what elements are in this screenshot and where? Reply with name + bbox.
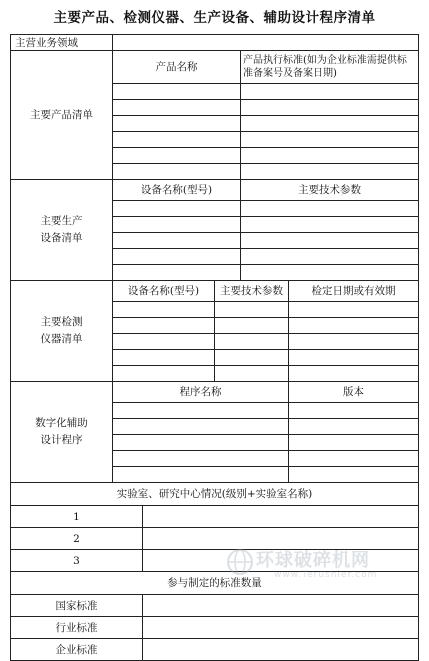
equipment-col-params: 主要技术参数 bbox=[241, 180, 419, 201]
equipment-name-cell[interactable] bbox=[113, 249, 241, 265]
instrument-params-cell[interactable] bbox=[215, 366, 289, 382]
equipment-name-cell[interactable] bbox=[113, 233, 241, 249]
software-name-cell[interactable] bbox=[113, 435, 289, 451]
labs-header: 实验室、研究中心情况(级别+实验室名称) bbox=[11, 483, 419, 506]
product-name-cell[interactable] bbox=[113, 164, 241, 180]
instrument-date-cell[interactable] bbox=[289, 318, 419, 334]
software-version-cell[interactable] bbox=[289, 403, 419, 419]
equipment-header-row bbox=[11, 180, 419, 201]
instruments-col-params: 主要技术参数 bbox=[215, 281, 289, 302]
equipment-label-line2: 设备清单 bbox=[40, 232, 83, 244]
main-business-label: 主营业务领域 bbox=[11, 35, 113, 51]
standard-type-industry: 行业标准 bbox=[11, 617, 143, 639]
standard-row bbox=[11, 595, 419, 617]
products-col-standard: 产品执行标准(如为企业标准需提供标准备案号及备案日期) bbox=[241, 51, 419, 84]
software-header-row bbox=[11, 382, 419, 403]
product-standard-cell[interactable] bbox=[241, 116, 419, 132]
lab-name-cell[interactable] bbox=[143, 506, 419, 528]
standard-row bbox=[11, 639, 419, 661]
equipment-params-cell[interactable] bbox=[241, 201, 419, 217]
product-standard-cell[interactable] bbox=[241, 148, 419, 164]
software-name-cell[interactable] bbox=[113, 467, 289, 483]
equipment-label-line1: 主要生产 bbox=[40, 215, 83, 227]
product-standard-cell[interactable] bbox=[241, 100, 419, 116]
instrument-name-cell[interactable] bbox=[113, 318, 215, 334]
globe-logo-icon bbox=[226, 548, 254, 576]
product-standard-cell[interactable] bbox=[241, 132, 419, 148]
equipment-params-cell[interactable] bbox=[241, 233, 419, 249]
product-name-cell[interactable] bbox=[113, 116, 241, 132]
instruments-label-line1: 主要检测 bbox=[40, 316, 83, 328]
software-name-cell[interactable] bbox=[113, 419, 289, 435]
main-business-field[interactable] bbox=[113, 35, 419, 51]
equipment-params-cell[interactable] bbox=[241, 265, 419, 281]
document-title: 主要产品、检测仪器、生产设备、辅助设计程序清单 bbox=[53, 10, 376, 26]
instrument-name-cell[interactable] bbox=[113, 350, 215, 366]
lab-row-number: 1 bbox=[11, 506, 143, 528]
instruments-header-row bbox=[11, 281, 419, 302]
main-business-row bbox=[11, 35, 419, 51]
watermark bbox=[226, 544, 416, 586]
software-name-cell[interactable] bbox=[113, 403, 289, 419]
products-col-name: 产品名称 bbox=[113, 51, 241, 84]
standard-count-cell[interactable] bbox=[143, 639, 419, 661]
equipment-col-name: 设备名称(型号) bbox=[113, 180, 241, 201]
product-standard-cell[interactable] bbox=[241, 84, 419, 100]
products-header-row bbox=[11, 51, 419, 84]
software-col-name: 程序名称 bbox=[113, 382, 289, 403]
products-section-label: 主要产品清单 bbox=[11, 51, 113, 180]
instrument-date-cell[interactable] bbox=[289, 334, 419, 350]
software-section-label bbox=[11, 382, 113, 483]
instruments-col-name: 设备名称(型号) bbox=[113, 281, 215, 302]
lab-row-number: 2 bbox=[11, 528, 143, 550]
standard-type-enterprise: 企业标准 bbox=[11, 639, 143, 661]
product-standard-cell[interactable] bbox=[241, 164, 419, 180]
instrument-params-cell[interactable] bbox=[215, 302, 289, 318]
product-name-cell[interactable] bbox=[113, 84, 241, 100]
software-version-cell[interactable] bbox=[289, 419, 419, 435]
software-col-version: 版本 bbox=[289, 382, 419, 403]
standard-row bbox=[11, 617, 419, 639]
instrument-params-cell[interactable] bbox=[215, 318, 289, 334]
equipment-params-cell[interactable] bbox=[241, 249, 419, 265]
software-label-line2: 设计程序 bbox=[40, 434, 83, 446]
standards-header: 参与制定的标准数量 bbox=[11, 572, 419, 595]
instrument-params-cell[interactable] bbox=[215, 334, 289, 350]
equipment-section-label bbox=[11, 180, 113, 281]
standard-type-national: 国家标准 bbox=[11, 595, 143, 617]
instruments-col-date: 检定日期或有效期 bbox=[289, 281, 419, 302]
equipment-name-cell[interactable] bbox=[113, 201, 241, 217]
instrument-name-cell[interactable] bbox=[113, 302, 215, 318]
software-version-cell[interactable] bbox=[289, 435, 419, 451]
software-label-line1: 数字化辅助 bbox=[35, 417, 88, 429]
watermark-url: www.Terushier.com bbox=[274, 570, 378, 580]
instruments-section-label bbox=[11, 281, 113, 382]
instrument-name-cell[interactable] bbox=[113, 366, 215, 382]
equipment-params-cell[interactable] bbox=[241, 217, 419, 233]
software-name-cell[interactable] bbox=[113, 451, 289, 467]
lab-row-number: 3 bbox=[11, 550, 143, 572]
instrument-params-cell[interactable] bbox=[215, 350, 289, 366]
product-name-cell[interactable] bbox=[113, 132, 241, 148]
labs-header-row bbox=[11, 483, 419, 506]
equipment-name-cell[interactable] bbox=[113, 265, 241, 281]
instrument-date-cell[interactable] bbox=[289, 350, 419, 366]
instrument-name-cell[interactable] bbox=[113, 334, 215, 350]
equipment-name-cell[interactable] bbox=[113, 217, 241, 233]
instruments-label-line2: 仪器清单 bbox=[40, 333, 83, 345]
standard-count-cell[interactable] bbox=[143, 617, 419, 639]
software-version-cell[interactable] bbox=[289, 451, 419, 467]
product-name-cell[interactable] bbox=[113, 100, 241, 116]
standard-count-cell[interactable] bbox=[143, 595, 419, 617]
lab-row bbox=[11, 506, 419, 528]
watermark-text: 环球破碎机网 bbox=[256, 550, 370, 571]
software-version-cell[interactable] bbox=[289, 467, 419, 483]
product-name-cell[interactable] bbox=[113, 148, 241, 164]
instrument-date-cell[interactable] bbox=[289, 366, 419, 382]
instrument-date-cell[interactable] bbox=[289, 302, 419, 318]
